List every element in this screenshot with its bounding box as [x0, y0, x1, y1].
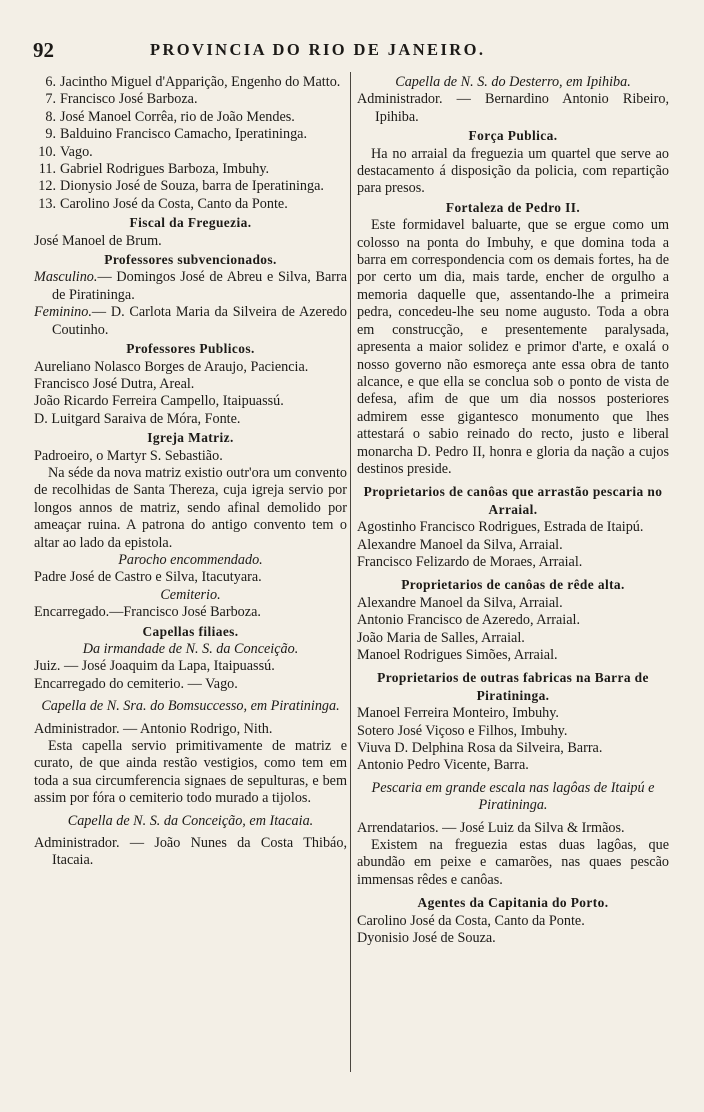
- section-heading: Fortaleza de Pedro II.: [445, 199, 581, 215]
- list-item: 11. Gabriel Rodrigues Barboza, Imbuhy.: [38, 161, 270, 178]
- subheading: Capella de N. Sra. do Bomsuccesso, em Piratininga.: [41, 698, 340, 715]
- entry: D. Luitgard Saraiva de Móra, Fonte.: [34, 410, 241, 427]
- section-heading: Fiscal da Freguezia.: [129, 215, 252, 231]
- subheading: Capella de N. S. da Conceição, em Itacaia.: [67, 812, 314, 829]
- list-item: 9. Balduino Francisco Camacho, Iperatininga.: [45, 126, 308, 143]
- entry: João Ricardo Ferreira Campello, Itaipuassú.: [34, 393, 284, 410]
- paragraph: Ha no arraial da freguezia um quartel que serve ao destacamento á disposição da policia, com repartição para presos.: [357, 145, 669, 197]
- paragraph: Esta capella servio primitivamente de matriz e curato, de que ainda restão vestigios, como tem em toda a sua circumferencia signaes de sepulturas, e bem assim por fóra o cemiterio todo murado a tijolos.: [34, 738, 347, 807]
- paragraph: Existem na freguezia estas duas lagôas, que abundão em peixe e camarões, nas quaes pescão immensas rêdes e canôas.: [357, 837, 669, 888]
- entry: Manoel Ferreira Monteiro, Imbuhy.: [357, 705, 559, 722]
- list-item: 13. Carolino José da Costa, Canto da Ponte.: [38, 195, 288, 212]
- subheading: Capella de N. S. do Desterro, em Ipihiba.: [395, 74, 631, 90]
- column-divider: [350, 72, 351, 1072]
- list-item: 6. Jacintho Miguel d'Apparição, Engenho do Matto.: [45, 74, 341, 90]
- entry: Francisco José Dutra, Areal.: [34, 375, 195, 392]
- entry: Alexandre Manoel da Silva, Arraial.: [357, 594, 563, 611]
- section-heading: Professores subvencionados.: [104, 252, 277, 268]
- paragraph: Este formidavel baluarte, que se ergue como um colosso na ponta do Imbuhy, e que domina toda a barra em correspondencia com os demais fortes, ha de por certo um dia, mais tarde, encher de orgulho a memoria daquelle que, assentando-lhe a primeira pedra, concedeu-lhe seu nome augusto. Toda a obra em construcção, e presentemente paralysada, apresenta a maior solidez e primor d'arte, e oxalá o nosso governo não esmoreça ante essa obra de tanto alcance, e que ella se conclua sob o ponto de vista de defesa, afim de que um dia nossos posteriores admirem esse gigantesco monumento que lhes attestará o sabio reinado do recto, justo e liberal monarcha D. Pedro II, honra e gloria da nação a cujos destinos preside.: [357, 217, 669, 477]
- paragraph: Na séde da nova matriz existio outr'ora um convento de recolhidas de Santa Thereza, cuja igreja servio por longos annos de matriz, sendo afinal demolido por ameaçar ruina. A patrona do antigo convento tem o altar ao lado da epistola.: [34, 464, 347, 551]
- entry: Encarregado do cemiterio. — Vago.: [34, 675, 238, 692]
- subheading: Pescaria em grande escala nas lagôas de Itaipú e Piratininga.: [371, 779, 655, 814]
- subheading: Da irmandade de N. S. da Conceição.: [82, 641, 299, 657]
- fiscal-name: José Manoel de Brum.: [34, 232, 162, 249]
- entry: Administrador. — João Nunes da Costa Thibáo, Itacaia.: [34, 835, 347, 869]
- section-heading: Agentes da Capitania do Porto.: [417, 895, 609, 911]
- entry: Arrendatarios. — José Luiz da Silva & Irmãos.: [357, 819, 625, 836]
- section-heading: Professores Publicos.: [126, 341, 255, 357]
- entry: Sotero José Viçoso e Filhos, Imbuhy.: [357, 722, 568, 739]
- left-column: [34, 74, 347, 870]
- entry: Antonio Francisco de Azeredo, Arraial.: [357, 612, 580, 629]
- section-heading: Força Publica.: [468, 128, 558, 144]
- section-heading: Proprietarios de canôas de rêde alta.: [401, 577, 625, 593]
- numbered-list: [34, 74, 347, 213]
- entry: Dyonisio José de Souza.: [357, 930, 496, 947]
- running-head: PROVINCIA DO RIO DE JANEIRO.: [150, 40, 486, 59]
- section-heading: Proprietarios de canôas que arrastão pescaria no Arraial.: [363, 484, 663, 517]
- entry: Alexandre Manoel da Silva, Arraial.: [357, 536, 563, 553]
- entry: Juiz. — José Joaquim da Lapa, Itaipuassú.: [34, 658, 275, 675]
- page-number: 92: [33, 38, 54, 62]
- subheading: Parocho encommendado.: [118, 551, 263, 568]
- list-item: 10. Vago.: [38, 143, 93, 160]
- section-heading: Proprietarios de outras fabricas na Barra de Piratininga.: [377, 670, 649, 703]
- entry: Manoel Rodrigues Simões, Arraial.: [357, 647, 558, 663]
- entry: Masculino.— Domingos José de Abreu e Silva, Barra de Piratininga.: [34, 269, 347, 303]
- entry: Padroeiro, o Martyr S. Sebastião.: [34, 447, 223, 464]
- entry: Feminino.— D. Carlota Maria da Silveira de Azeredo Coutinho.: [34, 304, 347, 338]
- entry: Antonio Pedro Vicente, Barra.: [357, 757, 529, 774]
- list-item: 8. José Manoel Corrêa, rio de João Mendes.: [45, 108, 295, 125]
- list-item: 7. Francisco José Barboza.: [45, 91, 198, 108]
- entry: Aureliano Nolasco Borges de Araujo, Paciencia.: [34, 358, 309, 375]
- right-column: [357, 74, 669, 948]
- subheading: Cemiterio.: [160, 586, 221, 603]
- entry: Administrador. — Bernardino Antonio Ribeiro, Ipihiba.: [357, 91, 669, 125]
- entry: Administrador. — Antonio Rodrigo, Nith.: [34, 720, 273, 737]
- entry: Carolino José da Costa, Canto da Ponte.: [357, 912, 585, 929]
- section-heading: Capellas filiaes.: [142, 623, 239, 639]
- entry: João Maria de Salles, Arraial.: [357, 629, 525, 646]
- entry: Encarregado.—Francisco José Barboza.: [34, 604, 261, 621]
- entry: Padre José de Castro e Silva, Itacutyara.: [34, 569, 262, 586]
- section-heading: Igreja Matriz.: [147, 430, 234, 446]
- entry: Francisco Felizardo de Moraes, Arraial.: [357, 553, 583, 570]
- list-item: 12. Dionysio José de Souza, barra de Iperatininga.: [38, 178, 324, 195]
- entry: Viuva D. Delphina Rosa da Silveira, Barra.: [357, 740, 603, 757]
- entry: Agostinho Francisco Rodrigues, Estrada de Itaipú.: [357, 519, 644, 536]
